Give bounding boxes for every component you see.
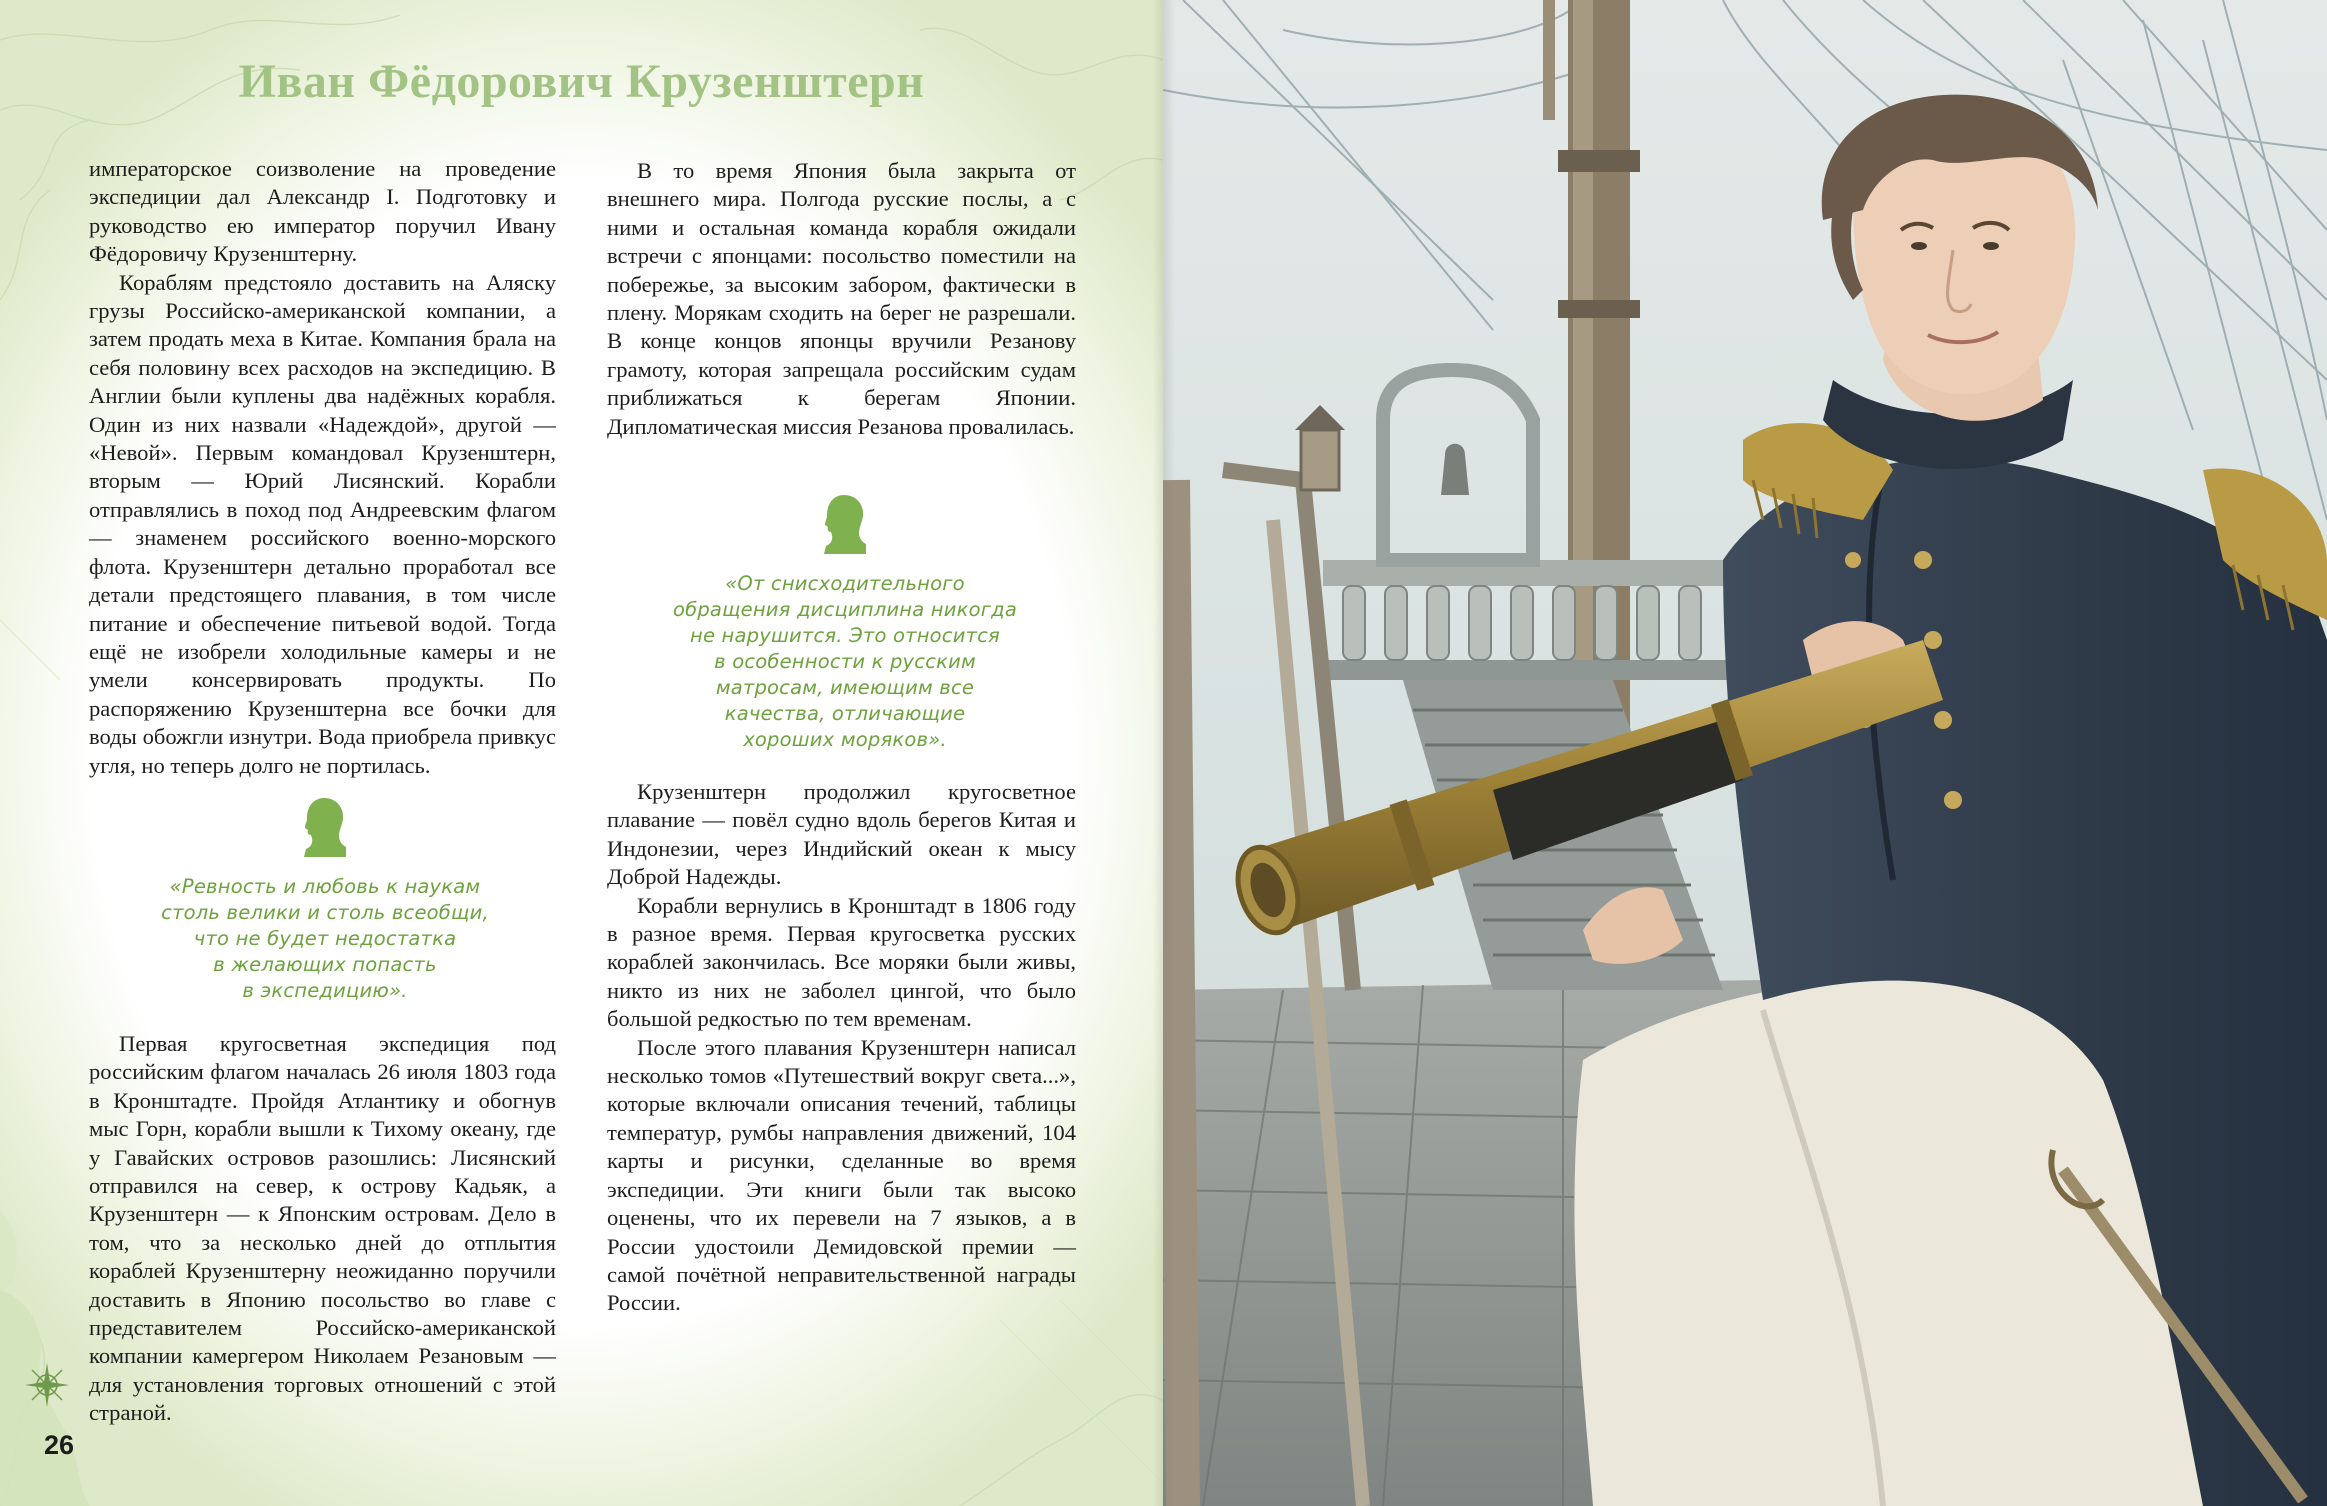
illustration-page (1163, 0, 2327, 1506)
paragraph: Корабли вернулись в Кронштадт в 1806 году в разное время. Первая кругосветка русских кораблей закончилась. Все моряки были живы, никто из них не заболел цингой, что было большой редкостью по тем временам. (607, 892, 1076, 1032)
quote-line: качества, отличающие (724, 702, 966, 725)
text-column-right-top (607, 157, 1076, 441)
page-number: 26 (44, 1430, 75, 1460)
quote-text-2 (660, 571, 1030, 753)
paragraph: Первая кругосветная экспедиция под российским флагом началась 26 июля 1803 года в Кронштадте. Пройдя Атлантику и обогнув мыс Горн, корабли вышли к Тихому океану, где у Гавайских островов разошлись: Лисянский отправился на север, к острову Кадьяк, а Крузенштерн — к Японским островам. Дело в том, что за несколько дней до отплытия кораблей Крузенштерну неожиданно поручили доставить в Японию посольство во главе с представителем Российско-американской компании камергером Николаем Резановым — для установления торговых отношений с этой страной. (89, 1031, 556, 1426)
left-page (0, 0, 1163, 1506)
compass-rose-icon (24, 1362, 70, 1408)
quote-line: в экспедицию». (242, 979, 408, 1002)
quote-line: хороших моряков». (743, 728, 947, 751)
quote-block-2 (660, 493, 1030, 753)
quote-line: не нарушится. Это относится (690, 624, 1000, 647)
text-column-left-top (89, 155, 556, 780)
paragraph: В то время Япония была закрыта от внешнего мира. Полгода русские послы, а с ними и остальная команда корабля ожидали встречи с японцами: посольство поместили на побережье, за высоким забором, фактически в плену. Морякам сходить на берег не разрешали. В конце концов японцы вручили Резанову грамоту, которая запрещала российским судам приближаться к берегам Японии. Дипломатическая миссия Резанова провалилась. (607, 158, 1076, 439)
silhouette-head-icon (822, 493, 868, 555)
text-column-right-bottom (607, 778, 1076, 1318)
quote-line: обращения дисциплина никогда (672, 598, 1017, 621)
book-gutter (1153, 0, 1175, 1506)
paragraph: После этого плавания Крузенштерн написал несколько томов «Путешествий вокруг света...», которые включали описания течений, таблицы температур, румбы направления движений, 104 карты и рисунки, сделанные во время экспедиции. Эти книги были так высоко оценены, что их перевели на 7 языков, а в России удостоили Демидовской премии — самой почётной неправительственной награды России. (607, 1034, 1076, 1316)
portrait-illustration (1163, 0, 2327, 1506)
quote-line: матросам, имеющим все (715, 676, 975, 699)
page-title: Иван Фёдорович Крузенштерн (238, 55, 925, 108)
quote-block-1 (140, 796, 510, 1004)
quote-line: в желающих попасть (213, 953, 437, 976)
quote-line: «Ревность и любовь к наукам (169, 875, 481, 898)
paragraph: Кораблям предстояло доставить на Аляску грузы Российско-американской компании, а затем продать меха в Китае. Компания брала на себя половину всех расходов на экспедицию. В Англии были куплены два надёжных корабля. Один из них назвали «Надеждой», другой — «Невой». Первым командовал Крузенштерн, вторым — Юрий Лисянский. Корабли отправлялись в поход под Андреевским флагом — знаменем российского военно-морского флота. Крузенштерн детально проработал все детали предстоящего плавания, в том числе питание и обеспечение питьевой водой. Тогда ещё не изобрели холодильные камеры и не умели консервировать продукты. По распоряжению Крузенштерна все бочки для воды обожгли изнутри. Вода приобрела привкус угля, но теперь долго не портилась. (89, 269, 556, 778)
quote-line: что не будет недостатка (193, 927, 457, 950)
quote-line: в особенности к русским (714, 650, 976, 673)
silhouette-head-icon (302, 796, 348, 858)
quote-line: столь велики и столь всеобщи, (161, 901, 489, 924)
quote-text-1 (140, 874, 510, 1004)
paragraph: Крузенштерн продолжил кругосветное плавание — повёл судно вдоль берегов Китая и Индонезии, через Индийский океан к мысу Доброй Надежды. (607, 779, 1076, 890)
paragraph: императорское соизволение на проведение экспедиции дал Александр I. Подготовку и руководство ею император поручил Ивану Фёдоровичу Крузенштерну. (89, 156, 556, 267)
text-column-left-bottom (89, 1030, 556, 1428)
quote-line: «От снисходительного (725, 572, 965, 595)
